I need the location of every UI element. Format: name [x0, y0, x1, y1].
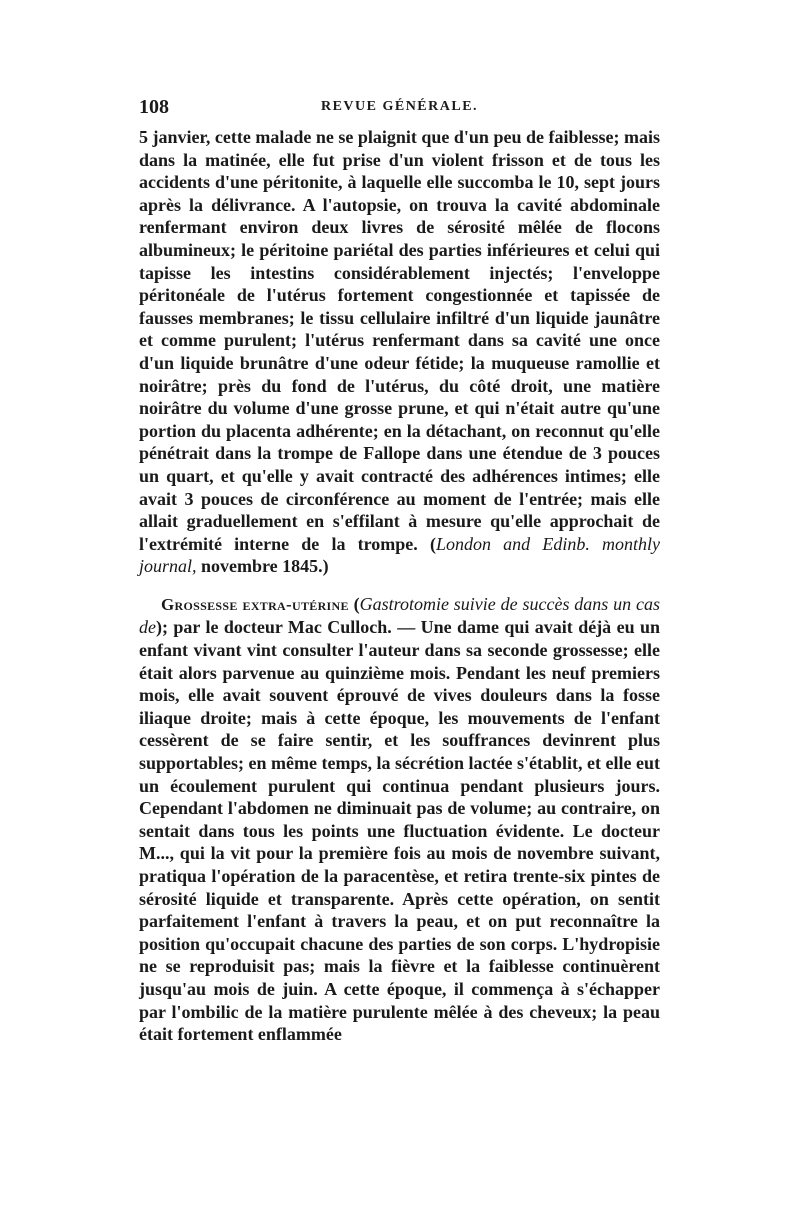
running-title: REVUE GÉNÉRALE. — [320, 99, 479, 114]
paragraph-case-report — [139, 593, 660, 1046]
section-subtitle: Gastrotomie suivie de succès dans un cas de — [139, 593, 660, 638]
page-header — [139, 96, 660, 126]
section-title-separator: ( — [348, 593, 360, 614]
paragraph-2-body: ); par le docteur Mac Culloch. — Une dame qui avait déjà eu un enfant vivant vint consulter l'auteur dans sa seconde grossesse; elle était alors parvenue au quinzième mois. Pendant les neuf premiers mois, elle avait souvent éprouvé de vives douleurs dans la fosse iliaque droite; mais à cette époque, les mouvements de l'enfant cessèrent de se faire sentir, et les souffrances devinrent plus supportables; en même temps, la sécrétion lactée s'établit, et elle eut un écoulement purulent qui continua pendant plusieurs jours. Cependant l'abdomen ne diminuait pas de volume; au contraire, on sentait dans tous les points une fluctuation évidente. Le docteur M..., qui la vit pour la première fois au mois de novembre suivant, pratiqua l'opération de la paracentèse, et retira trente-six pintes de sérosité liquide et transparente. Après cette opération, on sentit parfaitement l'enfant à travers la peau, et on put reconnaître la position qu'occupait chacune des parties de son corps. L'hydropisie ne se reproduisit pas; mais la fièvre et la faiblesse continuèrent jusqu'au mois de juin. A cette époque, il commença à s'échapper par l'ombilic de la matière purulente mêlée à des cheveux; la peau était fortement enflammée — [139, 617, 660, 1045]
citation-date: novembre 1845.) — [196, 556, 329, 577]
page — [139, 96, 660, 1046]
paragraph-1-text: 5 janvier, cette malade ne se plaignit que d'un peu de faiblesse; mais dans la matinée, elle fut prise d'un violent frisson et de tous les accidents d'une péritonite, à laquelle elle succomba le 10, sept jours après la délivrance. A l'autopsie, on trouva la cavité abdominale renfermant environ deux livres de sérosité mêlée de flocons albumineux; le péritoine pariétal des parties inférieures et celui qui tapisse les intestins considérablement injectés; l'enveloppe péritonéale de l'utérus fortement congestionnée et tapissée de fausses membranes; le tissu cellulaire infiltré d'un liquide jaunâtre et comme purulent; l'utérus renfermant dans sa cavité une once d'un liquide brunâtre d'une odeur fétide; la muqueuse ramollie et noirâtre; près du fond de l'utérus, du côté droit, une matière noirâtre du volume d'une grosse prune, et qui n'était autre qu'une portion du placenta adhérente; en la détachant, on reconnut qu'elle pénétrait dans la trompe de Fallope dans une étendue de 3 pouces un quart, et qu'elle y avait contracté des adhérences intimes; elle avait 3 pouces de circonférence au moment de l'entrée; mais elle allait graduellement en s'effilant à mesure qu'elle approchait de l'extrémité interne de la trompe. ( — [139, 127, 660, 554]
paragraph-continued — [139, 126, 660, 578]
section-title: Grossesse extra-utérine — [161, 594, 349, 614]
page-number: 108 — [139, 96, 169, 118]
citation: London and Edinb. monthly journal, — [139, 533, 660, 577]
